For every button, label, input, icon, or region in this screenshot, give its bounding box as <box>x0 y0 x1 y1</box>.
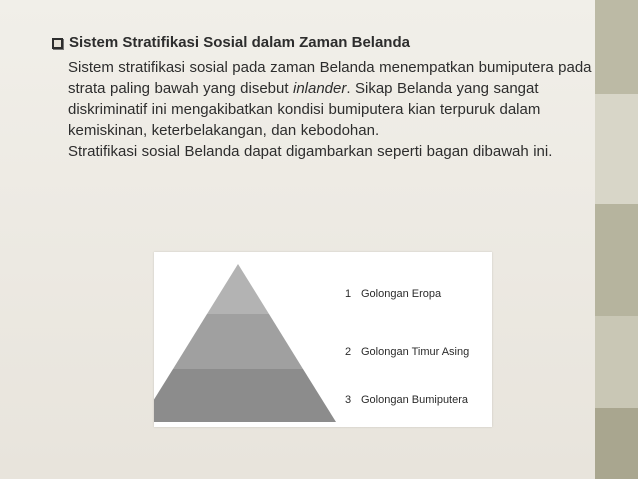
level-number: 3 <box>345 394 352 406</box>
level-label: Golongan Timur Asing <box>361 346 470 358</box>
sidebar-block <box>595 204 638 316</box>
level-number: 2 <box>345 346 352 358</box>
slide-content <box>52 33 597 162</box>
heading-text: Sistem Stratifikasi Sosial dalam Zaman Belanda <box>69 34 410 51</box>
paragraph-text: . Sikap Belanda yang sangat diskriminatif ini mengakibatkan kondisi bumiputera kian terpuruk dalam kemiskinan, keterbelakangan, dan kebodohan. <box>68 80 541 139</box>
pyramid-tier-middle <box>173 314 303 369</box>
pyramid-tier-top <box>207 264 269 314</box>
sidebar-block <box>595 94 638 204</box>
paragraph-text: Stratifikasi sosial Belanda dapat digambarkan seperti bagan dibawah ini. <box>68 143 553 160</box>
pyramid-tier-bottom <box>154 369 336 422</box>
sidebar-block <box>595 316 638 408</box>
level-label: Golongan Bumiputera <box>361 394 469 406</box>
sidebar-block <box>595 0 638 94</box>
level-label: Golongan Eropa <box>361 288 442 300</box>
pyramid-diagram <box>154 252 492 427</box>
slide-heading <box>52 33 597 53</box>
sidebar-block <box>595 408 638 479</box>
body-paragraph <box>68 57 597 141</box>
italic-term: inlander <box>292 80 347 97</box>
decorative-sidebar <box>595 0 638 479</box>
paragraph-text: Sistem stratifikasi sosial pada zaman Belanda menempatkan bumiputera pada strata paling bawah yang disebut <box>68 59 592 97</box>
level-number: 1 <box>345 288 352 300</box>
body-paragraph <box>68 141 597 162</box>
checkbox-bullet-icon <box>52 38 63 49</box>
